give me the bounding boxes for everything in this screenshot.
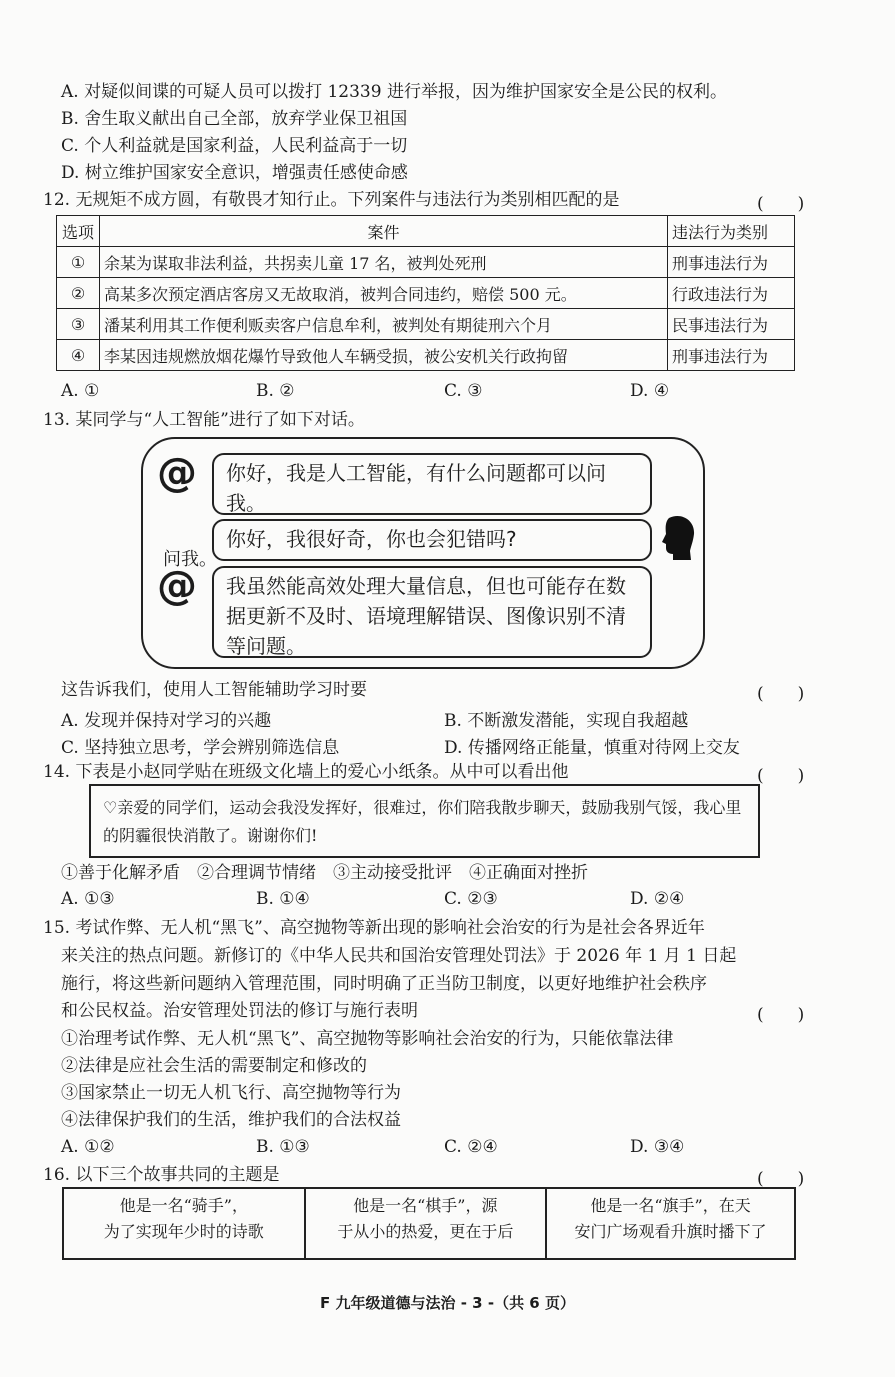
q13-stem: 13. 某同学与“人工智能”进行了如下对话。 <box>43 410 365 430</box>
love-note: ♡亲爱的同学们，运动会我没发挥好，很难过，你们陪我散步聊天，鼓励我别气馁，我心里的阴霾很快消散了。谢谢你们! <box>89 784 760 858</box>
q15-option-d: D. ③④ <box>630 1137 685 1157</box>
q15-stem-line-3: 施行，将这些新问题纳入管理范围，同时明确了正当防卫制度，以更好地维护社会秩序 <box>61 974 707 994</box>
table-row <box>57 340 795 371</box>
story-rider <box>63 1188 305 1259</box>
q13-option-d: D. 传播网络正能量，慎重对待网上交友 <box>444 738 740 758</box>
table-row <box>57 247 795 278</box>
story-flag-line-2: 安门广场观看升旗时播下了 <box>574 1222 767 1241</box>
table-row <box>57 309 795 340</box>
story-flag-line-1: 他是一名“旗手”，在天 <box>590 1196 751 1215</box>
q13-question: 这告诉我们，使用人工智能辅助学习时要 <box>61 680 367 700</box>
q12-option-b: B. ② <box>256 381 295 401</box>
q15-option-a: A. ①② <box>61 1137 115 1157</box>
q12-answer-blank: ( ) <box>757 194 805 214</box>
q11-option-d: D. 树立维护国家安全意识，增强责任感使命感 <box>61 163 408 183</box>
q12-row1-case: 余某为谋取非法利益，共拐卖儿童 17 名，被判处死刑 <box>100 247 668 278</box>
q12-header-case: 案件 <box>100 216 668 247</box>
q15-statement-4: ④法律保护我们的生活，维护我们的合法权益 <box>61 1110 401 1130</box>
table-row <box>57 278 795 309</box>
q12-option-c: C. ③ <box>444 381 483 401</box>
q12-header-option: 选项 <box>57 216 100 247</box>
q12-row3-case: 潘某利用其工作便利贩卖客户信息牟利，被判处有期徒刑六个月 <box>100 309 668 340</box>
q12-stem: 12. 无规矩不成方圆，有敬畏才知行止。下列案件与违法行为类别相匹配的是 <box>43 190 620 210</box>
q11-option-b: B. 舍生取义献出自己全部，放弃学业保卫祖国 <box>61 109 408 129</box>
q12-row1-category: 刑事违法行为 <box>668 247 795 278</box>
q15-answer-blank: ( ) <box>757 1005 805 1025</box>
q12-row4-num: ④ <box>57 340 100 371</box>
q12-option-a: A. ① <box>61 381 100 401</box>
story-chess-line-2: 于从小的热爱，更在于后 <box>337 1222 514 1241</box>
q15-option-c: C. ②④ <box>444 1137 498 1157</box>
ai-message-2: 我虽然能高效处理大量信息，但也可能存在数据更新不及时、语境理解错误、图像识别不清等问题。 <box>212 566 652 658</box>
q15-statement-3: ③国家禁止一切无人机飞行、高空抛物等行为 <box>61 1083 401 1103</box>
q12-row4-case: 李某因违规燃放烟花爆竹导致他人车辆受损，被公安机关行政拘留 <box>100 340 668 371</box>
q12-row2-case: 高某多次预定酒店客房又无故取消，被判合同违约，赔偿 500 元。 <box>100 278 668 309</box>
q14-option-c: C. ②③ <box>444 889 498 909</box>
q12-row1-num: ① <box>57 247 100 278</box>
at-icon: @ <box>157 563 197 609</box>
q14-statements: ①善于化解矛盾 ②合理调节情绪 ③主动接受批评 ④正确面对挫折 <box>61 863 588 883</box>
q15-stem-line-4: 和公民权益。治安管理处罚法的修订与施行表明 <box>61 1001 418 1021</box>
q13-answer-blank: ( ) <box>757 684 805 704</box>
q16-stem: 16. 以下三个故事共同的主题是 <box>43 1165 280 1185</box>
q12-row3-category: 民事违法行为 <box>668 309 795 340</box>
page-footer: F 九年级道德与法治 - 3 -（共 6 页） <box>320 1294 575 1312</box>
ai-message-1: 你好，我是人工智能，有什么问题都可以问我。 <box>212 453 652 515</box>
q14-stem: 14. 下表是小赵同学贴在班级文化墙上的爱心小纸条。从中可以看出他 <box>43 762 569 782</box>
story-rider-line-1: 他是一名“骑手”， <box>119 1196 248 1215</box>
q13-option-c: C. 坚持独立思考，学会辨别筛选信息 <box>61 738 340 758</box>
q15-stem-line-2: 来关注的热点问题。新修订的《中华人民共和国治安管理处罚法》于 2026 年 1 月 1 日起 <box>61 946 737 966</box>
q12-table <box>56 215 795 371</box>
story-rider-line-2: 为了实现年少时的诗歌 <box>103 1222 264 1241</box>
q14-option-d: D. ②④ <box>630 889 685 909</box>
q15-statement-1: ①治理考试作弊、无人机“黑飞”、高空抛物等影响社会治安的行为，只能依靠法律 <box>61 1029 674 1049</box>
story-chess-line-1: 他是一名“棋手”，源 <box>353 1196 498 1215</box>
q11-option-a: A. 对疑似间谍的可疑人员可以拨打 12339 进行举报，因为维护国家安全是公民的权利。 <box>61 82 727 102</box>
person-head-icon <box>657 514 699 562</box>
q16-answer-blank: ( ) <box>757 1169 805 1189</box>
q16-story-table <box>62 1187 796 1260</box>
q12-row2-category: 行政违法行为 <box>668 278 795 309</box>
q12-row4-category: 刑事违法行为 <box>668 340 795 371</box>
q12-row2-num: ② <box>57 278 100 309</box>
story-flag <box>546 1188 795 1259</box>
at-icon: @ <box>157 450 197 496</box>
q11-option-c: C. 个人利益就是国家利益，人民利益高于一切 <box>61 136 408 156</box>
q13-option-b: B. 不断激发潜能，实现自我超越 <box>444 711 689 731</box>
table-row <box>63 1188 795 1259</box>
student-message: 你好，我很好奇，你也会犯错吗? <box>212 519 652 561</box>
q15-option-b: B. ①③ <box>256 1137 310 1157</box>
q12-row3-num: ③ <box>57 309 100 340</box>
q12-option-d: D. ④ <box>630 381 670 401</box>
story-chess <box>305 1188 547 1259</box>
q12-header-category: 违法行为类别 <box>668 216 795 247</box>
q14-option-b: B. ①④ <box>256 889 310 909</box>
q15-statement-2: ②法律是应社会生活的需要制定和修改的 <box>61 1056 367 1076</box>
q14-answer-blank: ( ) <box>757 766 805 786</box>
q14-option-a: A. ①③ <box>61 889 115 909</box>
q12-table-header <box>57 216 795 247</box>
q13-option-a: A. 发现并保持对学习的兴趣 <box>61 711 272 731</box>
chat-ask-label: 问我。 <box>163 549 217 570</box>
q15-stem-line-1: 15. 考试作弊、无人机“黑飞”、高空抛物等新出现的影响社会治安的行为是社会各界近年 <box>43 918 705 938</box>
